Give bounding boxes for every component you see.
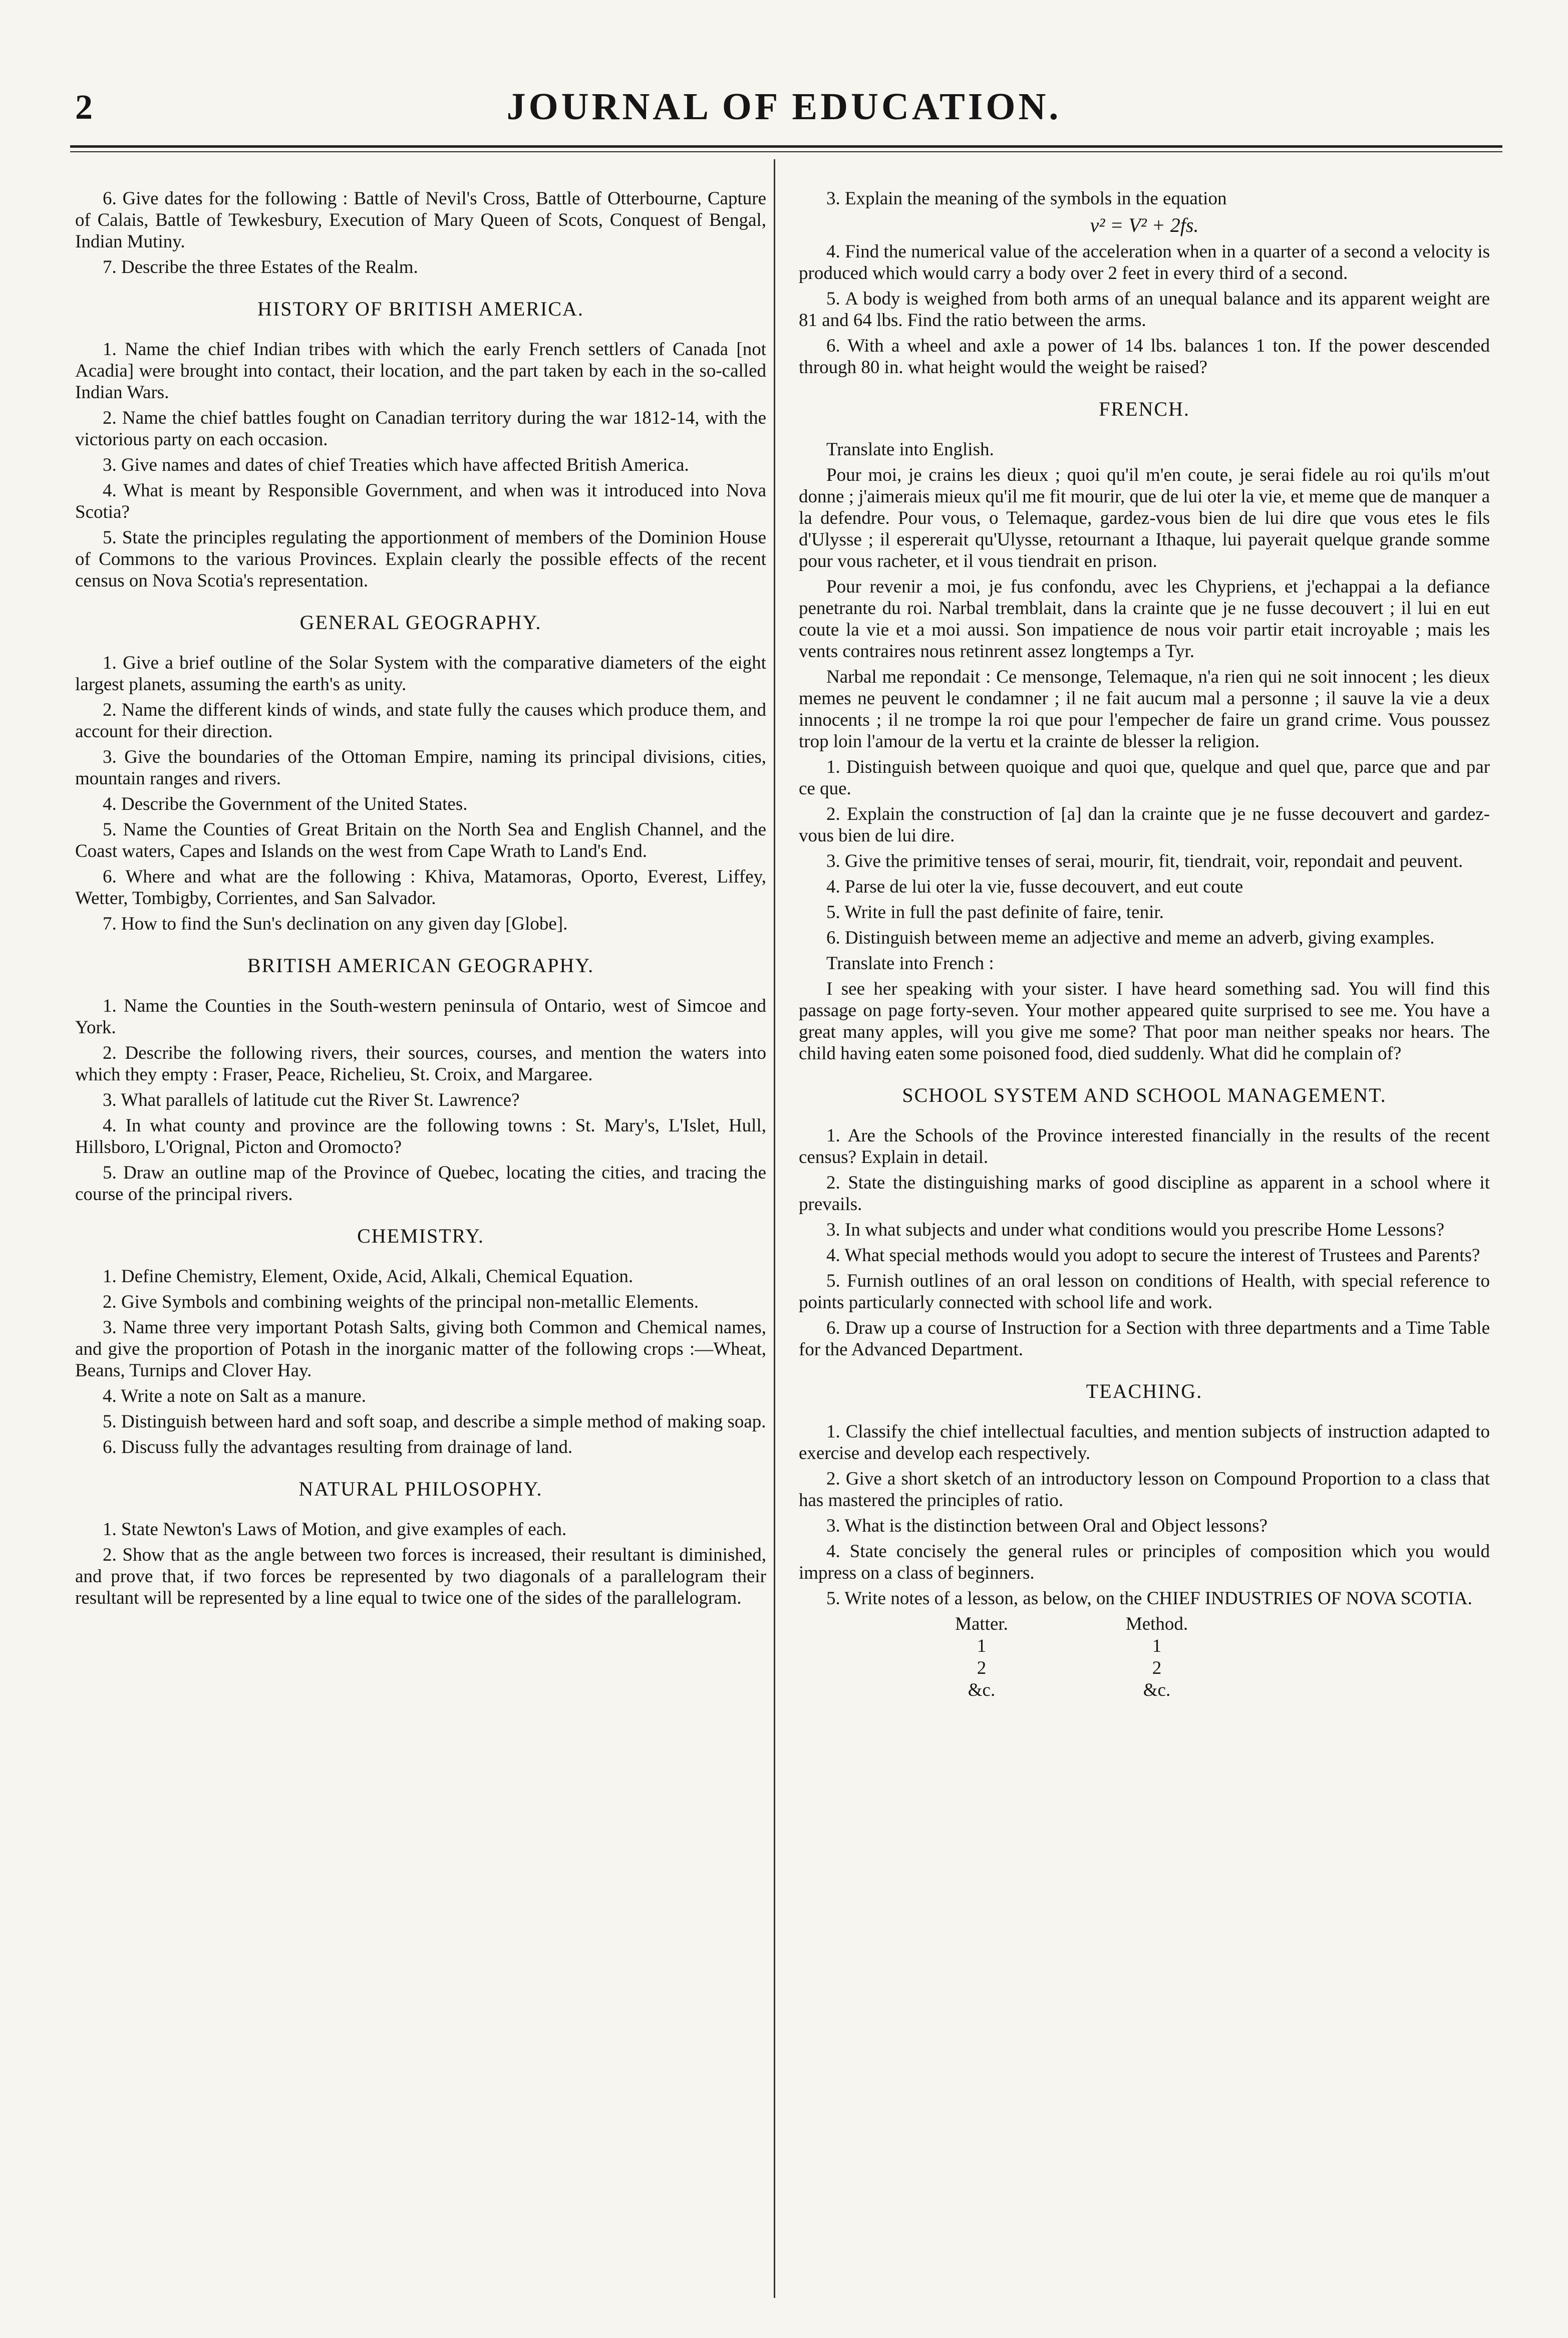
question: 3. Explain the meaning of the symbols in the equation (826, 188, 1227, 209)
question: 2. Name the chief battles fought on Canadian territory during the war 1812-14, with the victorious party on each occasion. (75, 408, 766, 450)
question: 6. With a wheel and axle a power of 14 lbs. balances 1 ton. If the power descended through 80 in. what height would the weight be raised? (799, 336, 1490, 378)
question: 2. Name the different kinds of winds, and state fully the causes which produce them, and account for their direction. (75, 700, 766, 742)
question: 4. Parse de lui oter la vie, fusse decouvert, and eut coute (826, 876, 1243, 897)
table-header: Method. (1125, 1614, 1188, 1634)
question: 5. Write notes of a lesson, as below, on the CHIEF INDUSTRIES OF NOVA SCOTIA. (826, 1588, 1472, 1609)
question: 4. State concisely the general rules or principles of composition which you would impress on a class of beginners. (799, 1541, 1490, 1583)
section-heading: NATURAL PHILOSOPHY. (298, 1478, 543, 1500)
question: 4. Write a note on Salt as a manure. (103, 1386, 366, 1406)
section-heading: TEACHING. (1086, 1380, 1203, 1402)
question: 3. Give the boundaries of the Ottoman Empire, naming its principal divisions, cities, mountain ranges and rivers. (75, 747, 766, 789)
question: 3. Give names and dates of chief Treaties which have affected British America. (103, 455, 689, 475)
header-rule (70, 145, 1502, 148)
question: 2. Show that as the angle between two forces is increased, their resultant is diminished, and prove that, if two forces be represented by two diagonals of a parallelogram their resultant will be represented by a line equal to twice one of the sides of the parallelogram. (75, 1545, 766, 1608)
question: 5. Furnish outlines of an oral lesson on conditions of Health, with special reference to points particularly connected with school life and work. (799, 1271, 1490, 1313)
question: 7. Describe the three Estates of the Realm. (103, 257, 418, 277)
french-passage: Pour revenir a moi, je fus confondu, avec les Chypriens, et j'echappai a la defiance penetrante du roi. Narbal tremblait, dans la crainte que je ne fusse decouvert ; il lui en eut coute la vie et a moi aussi. Son impatience de nous voir partir etait incroyable ; mais les vents contraires nous retinrent assez longtemps a Tyr. (799, 576, 1490, 662)
question: 4. Describe the Government of the United States. (103, 794, 468, 814)
table-cell: 1 (977, 1636, 987, 1656)
table-cell: 1 (1152, 1636, 1162, 1656)
right-column (799, 188, 1490, 1701)
question: 5. Write in full the past definite of faire, tenir. (826, 902, 1164, 923)
question: 1. Give a brief outline of the Solar System with the comparative diameters of the eight largest planets, assuming the earth's as unity. (75, 653, 766, 695)
table-cell: &c. (1143, 1680, 1171, 1700)
question: 1. Are the Schools of the Province interested financially in the results of the recent census? Explain in detail. (799, 1125, 1490, 1167)
section-heading: HISTORY OF BRITISH AMERICA. (257, 298, 584, 320)
question: 1. State Newton's Laws of Motion, and give examples of each. (103, 1519, 567, 1540)
left-column (75, 188, 766, 1613)
table-cell: 2 (1152, 1658, 1162, 1678)
question: 6. Distinguish between meme an adjective and meme an adverb, giving examples. (826, 928, 1435, 948)
question: 2. State the distinguishing marks of good discipline as apparent in a school where it prevails. (799, 1173, 1490, 1215)
question: 2. Give a short sketch of an introductory lesson on Compound Proportion to a class that has mastered the principles of ratio. (799, 1469, 1490, 1511)
question: 6. Discuss fully the advantages resulting from drainage of land. (103, 1437, 573, 1457)
question: 3. What parallels of latitude cut the River St. Lawrence? (103, 1090, 520, 1110)
table-cell: &c. (968, 1680, 996, 1700)
english-passage: I see her speaking with your sister. I have heard something sad. You will find this passage on page forty-seven. Your mother appeared quite surprised to see me. You have a great many apples, will you give me some? That poor man neither speaks nor hears. The child having eaten some poisoned food, died suddenly. What did he complain of? (799, 979, 1490, 1064)
question: 3. In what subjects and under what conditions would you prescribe Home Lessons? (826, 1220, 1445, 1240)
question: 5. Name the Counties of Great Britain on the North Sea and English Channel, and the Coast waters, Capes and Islands on the west from Cape Wrath to Land's End. (75, 819, 766, 861)
question: 1. Name the chief Indian tribes with which the early French settlers of Canada [not Acadia] were brought into contact, their location, and the part taken by each in the so-called Indian Wars. (75, 339, 766, 403)
question: 5. State the principles regulating the apportionment of members of the Dominion House of Commons to the various Provinces. Explain clearly the possible effects of the recent census on Nova Scotia's representation. (75, 527, 766, 591)
equation: v² = V² + 2fs. (1090, 214, 1199, 236)
french-passage: Pour moi, je crains les dieux ; quoi qu'il m'en coute, je serai fidele au roi qu'ils m'out donne ; j'aimerais mieux qu'il me fit mourir, que de lui oter la vie, et meme que de manquer a la defendre. Pour vous, o Telemaque, gardez-vous bien de lui dire que vous etes le fils d'Ulysse ; il espererait qu'Ulysse, retournant a Ithaque, lui payerait quelque grande somme pour vous racheter, et il vous tiendrait en prison. (799, 465, 1490, 571)
question: 2. Describe the following rivers, their sources, courses, and mention the waters into which they empty : Fraser, Peace, Richelieu, St. Croix, and Margaree. (75, 1043, 766, 1085)
question: 2. Explain the construction of [a] dan la crainte que je ne fusse decouvert and gardez-vous bien de lui dire. (799, 804, 1490, 846)
question: 5. A body is weighed from both arms of an unequal balance and its apparent weight are 81 and 64 lbs. Find the ratio between the arms. (799, 288, 1490, 331)
french-passage: Narbal me repondait : Ce mensonge, Telemaque, n'a rien qui ne soit innocent ; les dieux memes ne peuvent le condamner ; il ne fait aucum mal a personne ; il sauve la vie a deux innocents ; il ne trompe la roi que pour l'empecher de faire un grand crime. Vous poussez trop loin l'amour de la vertu et la crainte de blesser la religion. (799, 667, 1490, 752)
question: 4. What special methods would you adopt to secure the interest of Trustees and Parents? (826, 1245, 1480, 1266)
question: 5. Draw an outline map of the Province of Quebec, locating the cities, and tracing the course of the principal rivers. (75, 1162, 766, 1205)
question: 1. Define Chemistry, Element, Oxide, Acid, Alkali, Chemical Equation. (103, 1266, 634, 1287)
question: 1. Classify the chief intellectual faculties, and mention subjects of instruction adapted to exercise and develop each respectively. (799, 1421, 1490, 1464)
question: 4. Find the numerical value of the acceleration when in a quarter of a second a velocity is produced which would carry a body over 2 feet in every third of a second. (799, 241, 1490, 283)
lesson-notes-table (894, 1613, 1244, 1701)
header-rule-thin (70, 151, 1502, 152)
section-heading: SCHOOL SYSTEM AND SCHOOL MANAGEMENT. (902, 1084, 1387, 1106)
page-number: 2 (75, 88, 93, 127)
question: 4. What is meant by Responsible Government, and when was it introduced into Nova Scotia? (75, 480, 766, 522)
instruction: Translate into English. (826, 439, 994, 460)
question: 1. Distinguish between quoique and quoi que, quelque and quel que, parce que and par ce que. (799, 757, 1490, 799)
question: 7. How to find the Sun's declination on any given day [Globe]. (103, 914, 568, 934)
question: 5. Distinguish between hard and soft soap, and describe a simple method of making soap. (103, 1411, 766, 1432)
column-divider (774, 159, 775, 2298)
question: 2. Give Symbols and combining weights of the principal non-metallic Elements. (103, 1292, 699, 1312)
section-heading: BRITISH AMERICAN GEOGRAPHY. (247, 954, 594, 977)
question: 3. Give the primitive tenses of serai, mourir, fit, tiendrait, voir, repondait and peuvent. (826, 851, 1463, 871)
table-header-row (894, 1613, 1244, 1635)
question: 6. Draw up a course of Instruction for a Section with three departments and a Time Table for the Advanced Department. (799, 1318, 1490, 1360)
table-header: Matter. (955, 1614, 1008, 1634)
question: 3. What is the distinction between Oral and Object lessons? (826, 1516, 1268, 1536)
table-row (894, 1657, 1244, 1679)
question: 6. Give dates for the following : Battle of Nevil's Cross, Battle of Otterbourne, Capture of Calais, Battle of Tewkesbury, Execution of Mary Queen of Scots, Conquest of Bengal, Indian Mutiny. (75, 188, 766, 252)
question: 6. Where and what are the following : Khiva, Matamoras, Oporto, Everest, Liffey, Wetter, Tombigby, Corrientes, and San Salvador. (75, 866, 766, 909)
table-cell: 2 (977, 1658, 987, 1678)
table-row (894, 1635, 1244, 1657)
question: 4. In what county and province are the following towns : St. Mary's, L'Islet, Hull, Hillsboro, L'Orignal, Picton and Oromocto? (75, 1115, 766, 1157)
question: 3. Name three very important Potash Salts, giving both Common and Chemical names, and give the proportion of Potash in the inorganic matter of the following crops :—Wheat, Beans, Turnips and Clover Hay. (75, 1317, 766, 1381)
section-heading: FRENCH. (1099, 398, 1190, 420)
journal-title: JOURNAL OF EDUCATION. (506, 86, 1062, 128)
question: 1. Name the Counties in the South-western peninsula of Ontario, west of Simcoe and York. (75, 996, 766, 1038)
section-heading: CHEMISTRY. (357, 1225, 484, 1247)
table-row (894, 1679, 1244, 1701)
instruction: Translate into French : (826, 953, 994, 974)
section-heading: GENERAL GEOGRAPHY. (299, 611, 542, 634)
